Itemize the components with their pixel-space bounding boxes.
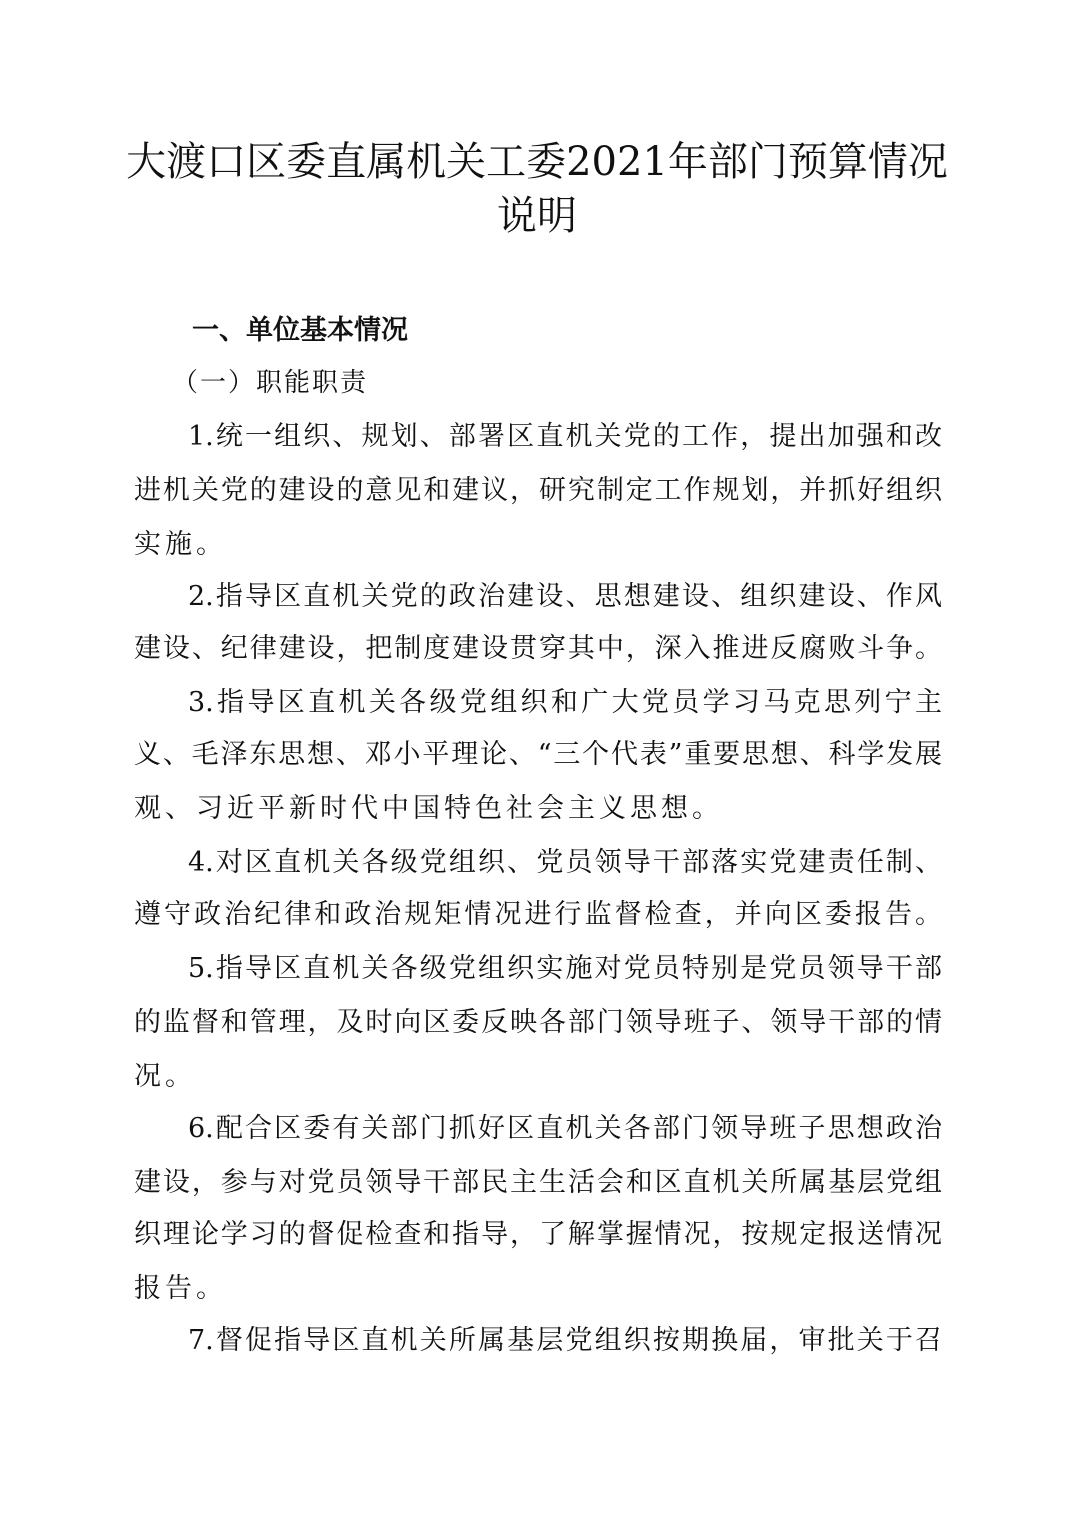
- paragraph-line: 6.配合区委有关部门抓好区直机关各部门领导班子思想政治: [188, 1113, 942, 1144]
- paragraph-line: 3.指导区直机关各级党组织和广大党员学习马克思列宁主: [188, 687, 942, 718]
- paragraph-line: 遵守政治纪律和政治规矩情况进行监督检查，并向区委报告。: [134, 899, 942, 930]
- paragraph-line: 观、习近平新时代中国特色社会主义思想。: [134, 793, 723, 824]
- paragraph-line: 的监督和管理，及时向区委反映各部门领导班子、领导干部的情: [134, 1007, 942, 1038]
- paragraph-line: 建设，参与对党员领导干部民主生活会和区直机关所属基层党组: [134, 1167, 942, 1198]
- subsection-heading: （一）职能职责: [172, 368, 369, 398]
- document-title-line2: 说明: [497, 193, 577, 239]
- paragraph-line: 报告。: [134, 1273, 227, 1304]
- section-heading: 一、单位基本情况: [192, 315, 408, 346]
- paragraph-line: 5.指导区直机关各级党组织实施对党员特别是党员领导干部: [188, 953, 942, 984]
- paragraph-line: 义、毛泽东思想、邓小平理论、“三个代表”重要思想、科学发展: [134, 739, 942, 770]
- paragraph-line: 织理论学习的督促检查和指导，了解掌握情况，按规定报送情况: [134, 1219, 942, 1250]
- paragraph-line: 况。: [134, 1061, 196, 1092]
- paragraph-line: 4.对区直机关各级党组织、党员领导干部落实党建责任制、: [188, 847, 942, 878]
- paragraph-line: 进机关党的建设的意见和建议，研究制定工作规划，并抓好组织: [134, 475, 942, 506]
- paragraph-line: 建设、纪律建设，把制度建设贯穿其中，深入推进反腐败斗争。: [134, 633, 942, 664]
- paragraph-line: 实施。: [134, 529, 227, 560]
- paragraph-line: 2.指导区直机关党的政治建设、思想建设、组织建设、作风: [188, 581, 942, 612]
- paragraph-line: 7.督促指导区直机关所属基层党组织按期换届，审批关于召: [188, 1325, 942, 1356]
- paragraph-line: 1.统一组织、规划、部署区直机关党的工作，提出加强和改: [188, 421, 942, 452]
- document-title-line1: 大渡口区委直属机关工委2021年部门预算情况: [126, 139, 948, 185]
